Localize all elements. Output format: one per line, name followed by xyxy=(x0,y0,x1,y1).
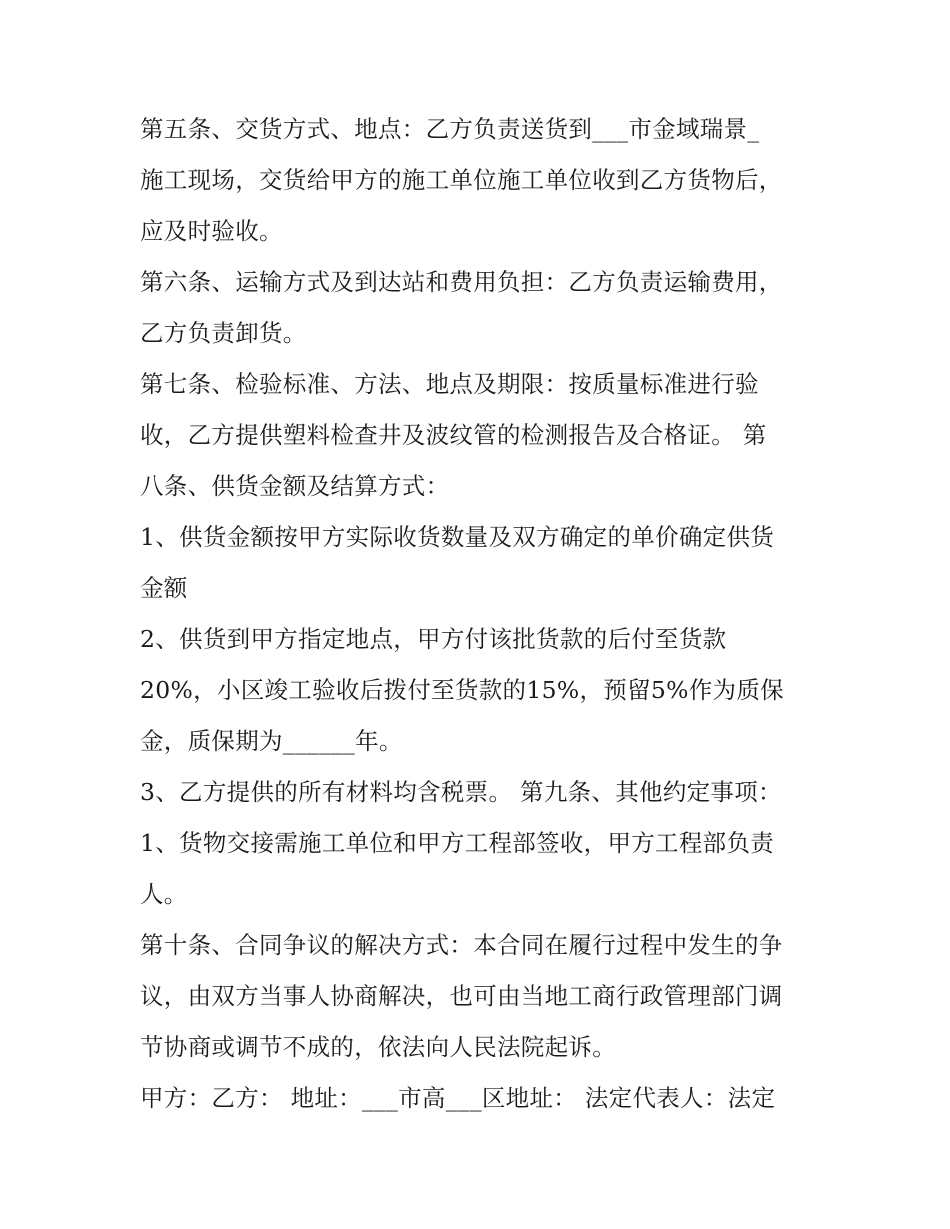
text-line: 第五条、交货方式、地点：乙方负责送货到___市金域瑞景_ xyxy=(140,115,760,143)
text-line: 乙方负责卸货。 xyxy=(140,319,307,347)
text-line: 1、货物交接需施工单位和甲方工程部签收，甲方工程部负责 xyxy=(140,829,775,857)
text-line: 第七条、检验标准、方法、地点及期限：按质量标准进行验 xyxy=(140,370,759,398)
text-line: 节协商或调节不成的，依法向人民法院起诉。 xyxy=(140,1033,616,1061)
text-line: 第十条、合同争议的解决方式：本合同在履行过程中发生的争 xyxy=(140,931,783,959)
text-line: 议，由双方当事人协商解决，也可由当地工商行政管理部门调 xyxy=(140,982,783,1010)
text-line: 第六条、运输方式及到达站和费用负担：乙方负责运输费用， xyxy=(140,268,783,296)
text-line: 金额 xyxy=(140,574,188,602)
text-line: 3、乙方提供的所有材料均含税票。 第九条、其他约定事项： xyxy=(140,778,782,806)
text-line: 人。 xyxy=(140,880,188,908)
text-line: 八条、供货金额及结算方式： xyxy=(140,472,450,500)
text-line: 1、供货金额按甲方实际收货数量及双方确定的单价确定供货 xyxy=(140,523,775,551)
text-line: 金，质保期为______年。 xyxy=(140,727,403,755)
text-line: 施工现场，交货给甲方的施工单位施工单位收到乙方货物后， xyxy=(140,166,783,194)
text-line: 20%，小区竣工验收后拨付至货款的15%，预留5%作为质保 xyxy=(140,676,784,704)
text-line: 甲方：乙方： 地址：___市高___区地址： 法定代表人：法定 xyxy=(140,1084,776,1112)
text-line: 收，乙方提供塑料检查井及波纹管的检测报告及合格证。 第 xyxy=(140,421,767,449)
text-line: 2、供货到甲方指定地点，甲方付该批货款的后付至货款 xyxy=(140,625,727,653)
contract-body xyxy=(140,104,810,1124)
text-line: 应及时验收。 xyxy=(140,217,283,245)
